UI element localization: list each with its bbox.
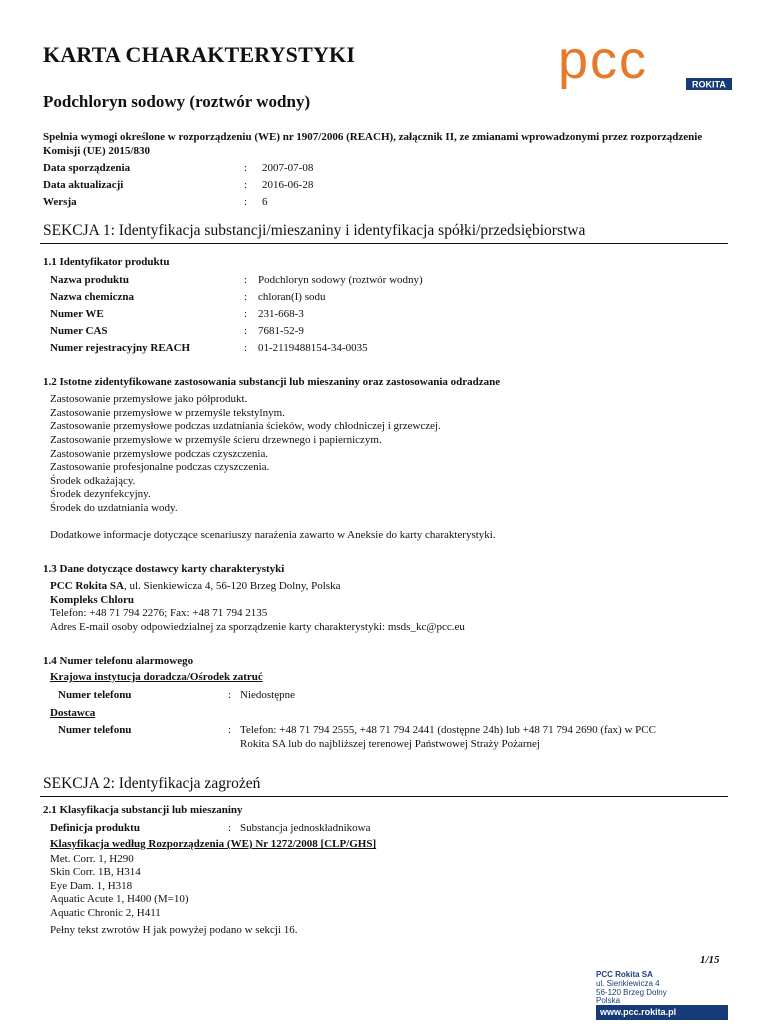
subsection-1-2-title: 1.2 Istotne zidentyfikowane zastosowania substancji lub mieszaniny oraz zastosowania odradzane [43,376,501,388]
supplier-emergency-title: Dostawca [50,707,96,719]
colon: : [244,342,248,354]
logo-subtext: ROKITA [692,79,726,90]
subsection-1-4-title: 1.4 Numer telefonu alarmowego [43,655,194,667]
use-line: Zastosowanie profesjonalne podczas czyszczenia. [50,461,270,473]
document-title: KARTA CHARAKTERYSTYKI [43,42,356,67]
hazard-class-line: Met. Corr. 1, H290 [50,853,134,865]
colon: : [228,822,232,834]
identifier-value: Podchloryn sodowy (roztwór wodny) [258,274,423,286]
supplier-address [50,580,340,592]
definition-label: Definicja produktu [50,822,140,834]
identifier-value: 231-668-3 [258,308,304,320]
use-line: Zastosowanie przemysłowe w przemyśle tekstylnym. [50,407,285,419]
poison-centre-title: Krajowa instytucja doradcza/Ośrodek zatruć [50,671,263,683]
definition-value: Substancja jednoskładnikowa [240,822,371,834]
use-line: Zastosowanie przemysłowe podczas czyszczenia. [50,448,269,460]
supplier-street: , ul. Sienkiewicza 4, 56-120 Brzeg Dolny, Polska [123,580,341,592]
clp-classification-title: Klasyfikacja według Rozporządzenia (WE) Nr 1272/2008 [CLP/GHS] [50,838,377,850]
exposure-scenarios-note: Dodatkowe informacje dotyczące scenariuszy narażenia zawarto w Aneksie do karty charakterystyki. [50,529,496,541]
footer-url-link[interactable]: www.pcc.rokita.pl [600,1007,677,1017]
logo-text: pcc [558,40,649,90]
supplier-emergency-value: Rokita SA lub do najbliższej terenowej Państwowej Straży Pożarnej [240,738,540,750]
subsection-2-1-title: 2.1 Klasyfikacja substancji lub mieszaniny [43,804,243,816]
section-divider [40,243,728,244]
identifier-value: chloran(I) sodu [258,291,326,303]
supplier-emergency-value: Telefon: +48 71 794 2555, +48 71 794 2441 (dostępne 24h) lub +48 71 794 2690 (fax) w PCC [240,724,656,736]
colon: : [244,196,248,208]
supplier-unit: Kompleks Chloru [50,594,135,606]
colon: : [244,162,248,174]
reach-compliance-statement: Spełnia wymogi określone w rozporządzeniu (WE) nr 1907/2006 (REACH), załącznik II, ze zmianami wprowadzonymi przez rozporządzenie Komisji (UE) 2015/830 [43,131,703,157]
use-line: Zastosowanie przemysłowe w przemyśle ścieru drzewnego i papierniczym. [50,434,382,446]
pcc-rokita-logo [556,40,732,90]
doc-info-label: Data aktualizacji [43,179,124,191]
doc-info-label: Wersja [43,196,77,208]
use-line: Środek dezynfekcyjny. [50,488,151,500]
colon: : [244,308,248,320]
h-statements-note: Pełny tekst zwrotów H jak powyżej podano w sekcji 16. [50,924,298,936]
page-number: 1/15 [700,954,720,966]
identifier-value: 7681-52-9 [258,325,304,337]
identifier-label: Numer CAS [50,325,108,337]
phone-label: Numer telefonu [58,689,132,701]
product-subtitle: Podchloryn sodowy (roztwór wodny) [43,92,311,111]
use-line: Środek do uzdatniania wody. [50,502,178,514]
footer-city: 56-120 Brzeg Dolny [596,988,667,997]
supplier-email: Adres E-mail osoby odpowiedzialnej za sporządzenie karty charakterystyki: msds_kc@pcc.eu [50,621,465,633]
supplier-name: PCC Rokita SA [50,580,124,592]
section-divider [40,796,728,797]
section-1-heading: SEKCJA 1: Identyfikacja substancji/mieszaniny i identyfikacja spółki/przedsiębiorstwa [43,222,586,239]
hazard-class-line: Aquatic Acute 1, H400 (M=10) [50,893,189,905]
colon: : [244,274,248,286]
colon: : [244,291,248,303]
identifier-label: Numer rejestracyjny REACH [50,342,191,354]
footer-street: ul. Sienkiewicza 4 [596,979,660,988]
hazard-class-line: Aquatic Chronic 2, H411 [50,907,161,919]
doc-info-value: 2016-06-28 [262,179,314,191]
doc-info-value: 6 [262,196,268,208]
colon: : [244,179,248,191]
identifier-label: Nazwa produktu [50,274,129,286]
use-line: Zastosowanie przemysłowe jako półprodukt. [50,393,248,405]
doc-info-value: 2007-07-08 [262,162,314,174]
subsection-1-1-title: 1.1 Identyfikator produktu [43,256,170,268]
poison-centre-phone-value: Niedostępne [240,689,295,701]
identifier-label: Numer WE [50,308,104,320]
hazard-class-line: Skin Corr. 1B, H314 [50,866,141,878]
section-2-heading: SEKCJA 2: Identyfikacja zagrożeń [43,775,261,792]
supplier-phone: Telefon: +48 71 794 2276; Fax: +48 71 794 2135 [50,607,268,619]
use-line: Środek odkażający. [50,475,136,487]
footer-company: PCC Rokita SA [596,970,653,979]
identifier-value: 01-2119488154-34-0035 [258,342,368,354]
phone-label: Numer telefonu [58,724,132,736]
doc-info-label: Data sporządzenia [43,162,131,174]
hazard-class-line: Eye Dam. 1, H318 [50,880,133,892]
colon: : [228,689,232,701]
colon: : [244,325,248,337]
subsection-1-3-title: 1.3 Dane dotyczące dostawcy karty charakterystyki [43,563,285,575]
pcc-logo-icon [556,40,732,90]
footer-country: Polska [596,996,621,1005]
use-line: Zastosowanie przemysłowe podczas uzdatniania ścieków, wody chłodniczej i grzewczej. [50,420,441,432]
colon: : [228,724,232,736]
identifier-label: Nazwa chemiczna [50,291,135,303]
